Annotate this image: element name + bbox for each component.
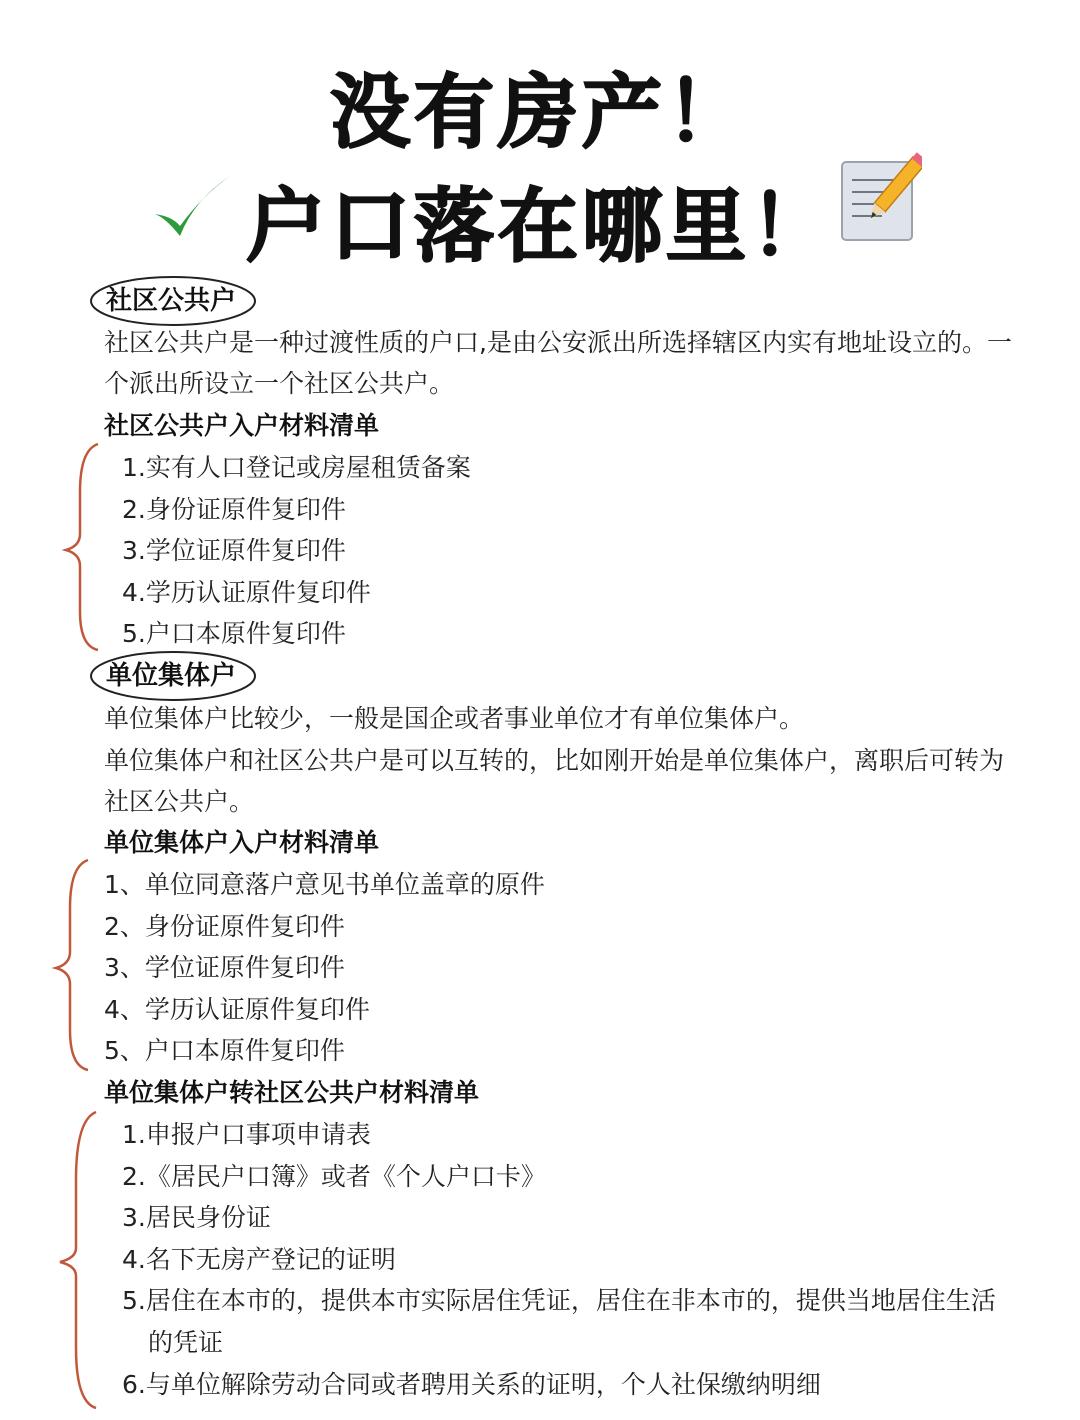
memo-pencil-icon	[838, 152, 922, 244]
community-list	[122, 447, 471, 655]
list-item: 3.居民身份证	[122, 1203, 271, 1233]
list-item: 5.户口本原件复印件	[122, 619, 346, 649]
community-label	[96, 283, 246, 319]
transfer-list-brace	[56, 1110, 100, 1410]
list-item: 1.申报户口事项申请表	[122, 1120, 371, 1149]
list-item: 5、户口本原件复印件	[104, 1036, 345, 1066]
unit-list-brace	[52, 858, 92, 1072]
community-list-brace	[62, 442, 102, 652]
unit-label	[96, 658, 246, 694]
transfer-list-title: 单位集体户转社区公共户材料清单	[104, 1078, 480, 1107]
unit-label-text: 单位集体户	[106, 661, 237, 691]
list-item: 6.与单位解除劳动合同或者聘用关系的证明，个人社保缴纳明细	[122, 1369, 821, 1399]
list-item: 2.身份证原件复印件	[122, 494, 346, 524]
list-item: 3、学位证原件复印件	[104, 953, 345, 983]
list-item: 2、身份证原件复印件	[104, 911, 345, 941]
list-item: 3.学位证原件复印件	[122, 536, 346, 566]
list-item: 1、单位同意落户意见书单位盖章的原件	[104, 870, 545, 899]
list-item: 4、学历认证原件复印件	[104, 994, 370, 1024]
list-item: 4.名下无房产登记的证明	[122, 1244, 396, 1274]
unit-description-1: 单位集体户比较少，一般是国企或者事业单位才有单位集体户。	[104, 704, 805, 733]
community-label-text: 社区公共户	[106, 286, 237, 316]
community-description: 社区公共户是一种过渡性质的户口,是由公安派出所选择辖区内实有地址设立的。一个派出所设立一个社区公共户。	[104, 328, 1012, 398]
unit-description-2: 单位集体户和社区公共户是可以互转的，比如刚开始是单位集体户，离职后可转为社区公共户。	[104, 746, 1005, 816]
title-line-1: 没有房产！	[330, 66, 750, 159]
transfer-list	[122, 1114, 1012, 1405]
list-item: 1.实有人口登记或房屋租赁备案	[122, 453, 471, 482]
unit-list	[104, 864, 545, 1072]
list-item: 5.居住在本市的，提供本市实际居住凭证，居住在非本市的，提供当地居住生活的凭证	[122, 1286, 996, 1357]
list-item: 2.《居民户口簿》或者《个人户口卡》	[122, 1161, 546, 1191]
community-list-title: 社区公共户入户材料清单	[104, 411, 380, 440]
list-item: 4.学历认证原件复印件	[122, 577, 371, 607]
unit-list-title: 单位集体户入户材料清单	[104, 828, 380, 857]
title-line-2: 户口落在哪里！	[246, 180, 834, 273]
